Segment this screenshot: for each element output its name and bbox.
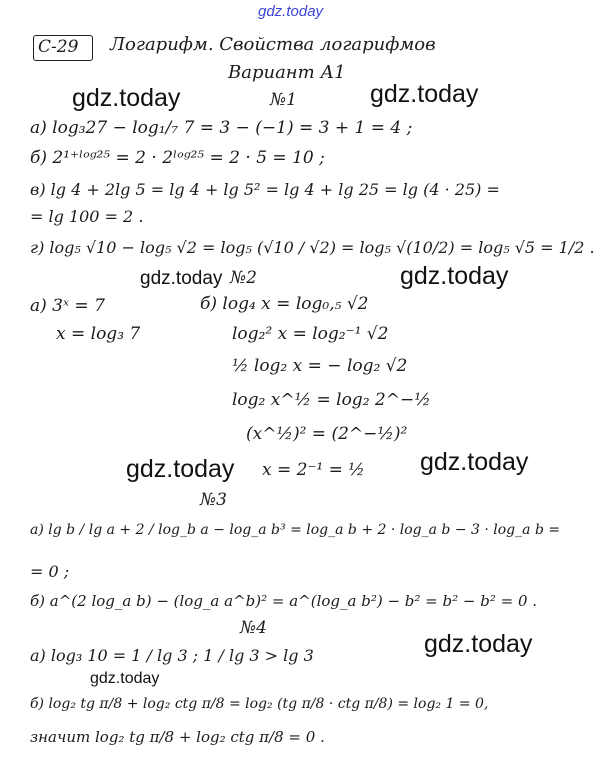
- task2-b-line3: ½ log₂ x = − log₂ √2: [232, 356, 408, 376]
- task4-b-line1: б) log₂ tg π/8 + log₂ ctg π/8 = log₂ (tg π/8 · ctg π/8) = log₂ 1 = 0,: [30, 696, 489, 712]
- task1-v-line2: = lg 100 = 2 .: [30, 207, 144, 226]
- task1-b: б) 2¹⁺ˡᵒᵍ²⁵ = 2 · 2ˡᵒᵍ²⁵ = 2 · 5 = 10 ;: [30, 148, 325, 168]
- task1-v-line1: в) lg 4 + 2lg 5 = lg 4 + lg 5² = lg 4 + lg 25 = lg (4 · 25) =: [30, 180, 500, 199]
- watermark: gdz.today: [370, 80, 479, 108]
- watermark: gdz.today: [400, 262, 509, 290]
- task2-b-line1: б) log₄ x = log₀,₅ √2: [200, 294, 369, 314]
- task3-b: б) a^(2 log_a b) − (log_a a^b)² = a^(log_a b²) − b² = b² − b² = 0 .: [30, 592, 538, 610]
- task2-b-line4: log₂ x^½ = log₂ 2^−½: [232, 390, 431, 410]
- task-number: №3: [200, 490, 227, 510]
- watermark: gdz.today: [72, 84, 181, 112]
- site-watermark-top: gdz.today: [258, 3, 324, 20]
- watermark: gdz.today: [126, 455, 235, 483]
- task3-a-line1: а) lg b / lg a + 2 / log_b a − log_a b³ = log_a b + 2 · log_a b − 3 · log_a b =: [30, 522, 561, 538]
- task4-b-line2: значит log₂ tg π/8 + log₂ ctg π/8 = 0 .: [30, 728, 325, 746]
- task-number: №4: [240, 618, 267, 638]
- watermark: gdz.today: [424, 630, 533, 658]
- task4-a: а) log₃ 10 = 1 / lg 3 ; 1 / lg 3 > lg 3: [30, 646, 314, 665]
- watermark: gdz.today: [140, 268, 223, 289]
- watermark: gdz.today: [90, 670, 160, 687]
- task2-b-line6: x = 2⁻¹ = ½: [262, 460, 365, 480]
- watermark: gdz.today: [420, 448, 529, 476]
- task-number: №2: [230, 268, 257, 288]
- variant-code: С-29: [38, 37, 79, 57]
- task2-a-line2: x = log₃ 7: [56, 324, 141, 344]
- topic-title: Логарифм. Свойства логарифмов: [110, 34, 436, 55]
- task1-a: а) log₃27 − log₁/₇ 7 = 3 − (−1) = 3 + 1 = 4 ;: [30, 118, 413, 138]
- task1-g: г) log₅ √10 − log₅ √2 = log₅ (√10 / √2) = log₅ √(10/2) = log₅ √5 = 1/2 .: [30, 238, 595, 257]
- task2-b-line2: log₂² x = log₂⁻¹ √2: [232, 324, 389, 344]
- task-number: №1: [270, 90, 297, 110]
- task2-b-line5: (x^½)² = (2^−½)²: [246, 424, 408, 444]
- task2-a-line1: а) 3ˣ = 7: [30, 296, 105, 316]
- variant-title: Вариант А1: [228, 62, 346, 83]
- task3-a-line2: = 0 ;: [30, 562, 70, 581]
